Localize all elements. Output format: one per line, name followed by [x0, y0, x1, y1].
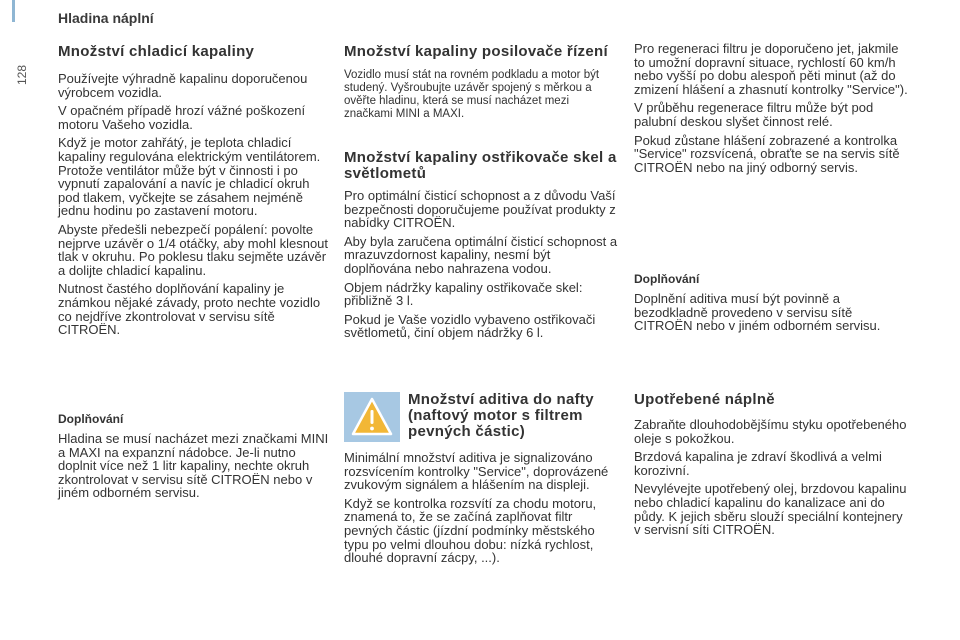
- additive-refill-text: Doplnění aditiva musí být povinně a bezodkladně provedeno v servisu sítě CITROËN nebo v jiném odborném servisu.: [634, 291, 881, 334]
- page-number: 128: [15, 64, 29, 85]
- coolant-refill-title: Doplňování: [58, 412, 124, 426]
- washer-fluid-section: [344, 150, 620, 340]
- coolant-paragraph: V opačném případě hrozí vážné poškození motoru Vašeho vozidla.: [58, 103, 306, 132]
- washer-paragraph: Pokud je Vaše vozidlo vybaveno ostřikovači světlometů, činí objem nádržky 6 l.: [344, 311, 596, 341]
- coolant-refill-text: Hladina se musí nacházet mezi značkami MINI a MAXI na expanzní nádobce. Je-li nutno doplnit více než 1 litr kapaliny, nechte okruh zkontrolovat v servisu sítě CITROËN nebo v jiném odborném servisu.: [58, 431, 329, 501]
- coolant-paragraph: Abyste předešli nebezpečí popálení: povolte nejprve uzávěr o 1/4 otáčky, aby mohl klesnout tlak v okruhu. Po poklesu tlaku sejměte uzávěr a dolijte chladicí kapalinu.: [58, 221, 329, 278]
- additive-refill-title: Doplňování: [634, 272, 700, 286]
- coolant-paragraph: Nutnost častého doplňování kapaliny je známkou nějaké závady, proto nechte vozidlo co nejdříve zkontrolovat v servisu sítě CITROËN.: [58, 281, 321, 338]
- used-fluids-paragraph: Zabraňte dlouhodobějšímu styku opotřebeného oleje s pokožkou.: [634, 417, 907, 446]
- steering-fluid-title: Množství kapaliny posilovače řízení: [344, 43, 608, 60]
- coolant-paragraph: Používejte výhradně kapalinu doporučenou výrobcem vozidla.: [58, 71, 308, 100]
- used-fluids-section: [634, 392, 910, 537]
- washer-paragraph: Aby byla zaručena optimální čisticí schopnost a mrazuvzdornost kapaliny, nesmí být doplňována nebo nahrazena vodou.: [344, 233, 618, 276]
- additive-section: [344, 446, 620, 565]
- used-fluids-paragraph: Nevylévejte upotřebený olej, brzdovou kapalinu nebo chladicí kapalinu do kanalizace ani do půdy. K jejich sběru slouží speciální kontejnery v servisní síti CITROËN.: [634, 481, 907, 538]
- washer-paragraph: Objem nádržky kapaliny ostřikovače skel: přibližně 3 l.: [344, 279, 583, 309]
- washer-paragraph: Pro optimální čisticí schopnost a z důvodu Vaší bezpečnosti doporučujeme používat produkty z nabídky CITROËN.: [344, 188, 616, 231]
- used-fluids-title: Upotřebené náplně: [634, 391, 775, 408]
- used-fluids-paragraph: Brzdová kapalina je zdraví škodlivá a velmi korozivní.: [634, 449, 882, 478]
- warning-box: [344, 392, 400, 442]
- coolant-section: [58, 44, 330, 337]
- additive-paragraph: Minimální množství aditiva je signalizováno rozsvícením kontrolky "Service", doprovázené zvukovým signálem a hlášením na displeji.: [344, 450, 609, 493]
- regeneration-section: [634, 42, 910, 174]
- steering-fluid-section: [344, 44, 620, 121]
- coolant-title: Množství chladicí kapaliny: [58, 43, 255, 60]
- coolant-refill-section: [58, 412, 330, 500]
- warning-triangle-icon: [350, 396, 394, 438]
- page-title: Hladina náplní: [58, 10, 154, 26]
- additive-title-block: [408, 392, 620, 440]
- regeneration-paragraph: Pokud zůstane hlášení zobrazené a kontrolka "Service" rozsvícená, obraťte se na servis sítě CITROËN nebo na jiný odborný servis.: [634, 132, 900, 175]
- coolant-paragraph: Když je motor zahřátý, je teplota chladicí kapaliny regulována elektrickým ventilátorem. Protože ventilátor může být v činnosti i po vypnutí zapalování a navíc je chladicí okruh pod tlakem, vyčkejte se zásahem nejméně jednu hodinu po zastavení motoru.: [58, 135, 321, 219]
- regeneration-paragraph: V průběhu regenerace filtru může být pod palubní deskou slyšet činnost relé.: [634, 100, 874, 129]
- washer-fluid-title: Množství kapaliny ostřikovače skel a světlometů: [344, 149, 617, 182]
- additive-refill-section: [634, 272, 910, 333]
- steering-fluid-text: Vozidlo musí stát na rovném podkladu a motor být studený. Vyšroubujte uzávěr spojený s měrkou a ověřte hladinu, která se musí nacházet mezi značkami MINI a MAXI.: [344, 69, 600, 120]
- regeneration-paragraph: Pro regeneraci filtru je doporučeno jet, jakmile to umožní dopravní situace, rychlostí 60 km/h nebo vyšší po dobu alespoň pěti minut (až do zmizení hlášení a zhasnutí kontrolky "Service").: [634, 41, 908, 97]
- additive-paragraph: Když se kontrolka rozsvítí za chodu motoru, znamená to, že se začíná zaplňovat filtr pevných částic (jízdní podmínky městského typu po velmi dlouhou dobu: nízká rychlost, dlouhé dopravní zácpy, ...).: [344, 495, 597, 566]
- side-accent-bar: [12, 0, 15, 22]
- additive-title: Množství aditiva do nafty (naftový motor s filtrem pevných částic): [408, 391, 594, 440]
